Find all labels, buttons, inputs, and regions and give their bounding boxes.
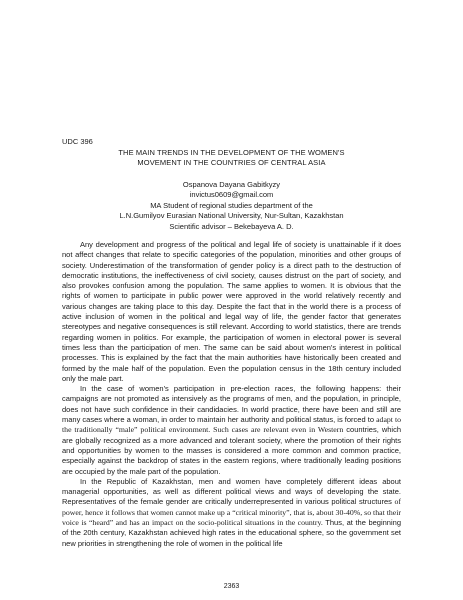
title-line-2: MOVEMENT IN THE COUNTRIES OF CENTRAL ASIA [137,158,326,167]
paragraph-3-part-2: of power, hence it follows that women cannot make up a “critical minority”, that is, about 30-40%, so that their voice is “heard” and has an impact on the socio-political situations in the country. [62,497,401,528]
paragraph-3-part-3: Thus, at the beginning of the 20th century, Kazakhstan achieved high rates in the educational sphere, so the government set new priorities in strengthening the role of women in the political life [62,518,401,548]
author-block [62,180,401,232]
title-line-1: THE MAIN TRENDS IN THE DEVELOPMENT OF THE WOMEN'S [118,148,345,157]
paragraph-2-part-3: countries, which are globally recognized as a more advanced and tolerant society, where the promotion of their rights and opportunities by women to the masses is considered a more common and common practice, especially against the backdrop of states in the eastern regions, where traditionally leading positions are occupied by the male part of the population. [62,425,402,476]
paragraph-2 [62,384,401,477]
paragraph-3-part-1: In the Republic of Kazakhstan, men and women have completely different ideas about managerial opportunities, as well as different political views and ways of developing the state. Representatives of the female gender are critically underrepresented in various political structures [62,476,401,507]
author-email: invictus0609@gmail.com [189,190,274,200]
paragraph-2-part-1: In the case of women's participation in pre-election races, the following happens: their campaigns are not promoted as intensively as the programs of men, and the population, in principle, does not have such confidence in their candidacies. In world practice, there have been and still are many cases where a woman, in order to maintain her authority and political status, is forced to [62,384,401,425]
scientific-advisor: Scientific advisor – Bekebayeva A. D. [169,221,294,231]
udc-code: UDC 396 [62,137,93,146]
author-name: Ospanova Dayana Gabitkyzy [182,180,281,189]
article-title [62,148,401,168]
paragraph-2-part-2: adapt to the traditionally “male” political environment. Such cases are relevant even in Western [62,415,402,435]
article-body [62,240,401,549]
page-number: 2363 [223,583,240,590]
paragraph-3 [62,477,401,549]
paragraph-1: Any development and progress of the political and legal life of society is unattainable if it does not affect changes that relate to specific categories of the population, minorities and other groups of society. Underestimation of the transformation of gender policy is a direct path to the destruction of democratic institutions, the ineffectiveness of civil society, causes distrust on the part of society, and also provokes confusion among the population. The same applies to women. It is obvious that the rights of women to participate in public power were approved in the world relatively recently and various changes are taking place to this day. Despite the fact that in the world there is a process of active inclusion of women in the political and legal way of life, the gender factor that generates stereotypes and negative consequences is still relevant. According to world statistics, there are trends regarding women in politics. For example, the participation of women in electoral power is several times less than the participation of men. The same can be said about women's interest in political processes. This is explained by the fact that the main authorities have historically been created and formed by the male half of the population. Even the population census in the 18th century included only the male part. [62,240,401,383]
author-position: MA Student of regional studies department of the [150,200,313,210]
author-university: L.N.Gumilyov Eurasian National University, Nur-Sultan, Kazakhstan [119,211,344,221]
